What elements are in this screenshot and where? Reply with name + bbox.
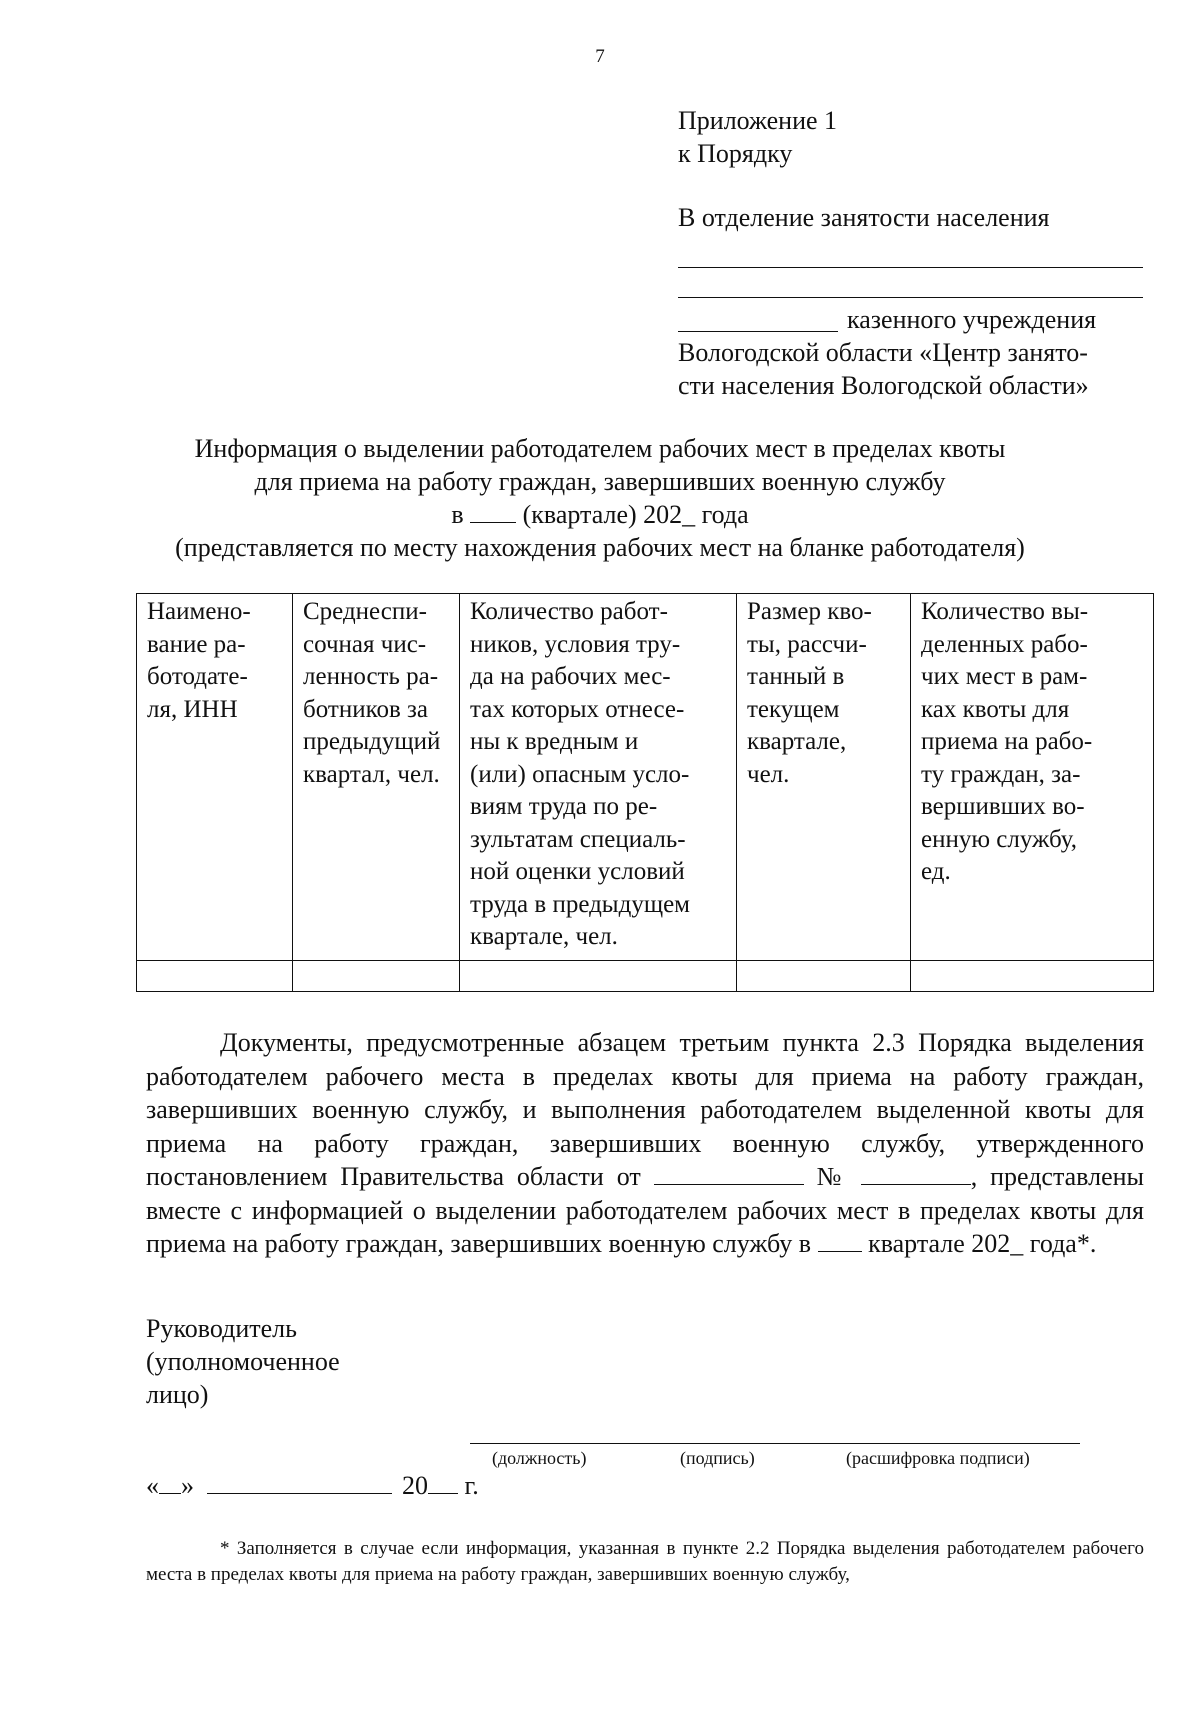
recipient-line-1: В отделение занятости населения [678, 203, 1050, 232]
signatory-line-3: лицо) [146, 1380, 209, 1409]
signatory-line-2: (уполномоченное [146, 1347, 340, 1376]
table-cell [137, 960, 293, 991]
footnote: * Заполняется в случае если информация, указанная в пункте 2.2 Порядка выделения работодателем рабочего места в пределах квоты для приема на работу граждан, завершивших военную службу, [146, 1538, 1144, 1585]
blank-line-1 [678, 267, 1143, 268]
paragraph-part-2: , представлены вместе с информацией о выделении работодателем рабочих мест в пределах квоты для приема на работу граждан, завершивших военную службу в [146, 1162, 1145, 1258]
title-line-3 [0, 498, 1200, 531]
month-blank [207, 1473, 392, 1494]
recipient-line-3: Вологодской области «Центр занято- [678, 338, 1088, 367]
column-header-headcount: Среднеспи- сочная чис- ленность ра- ботников за предыдущий квартал, чел. [293, 594, 460, 961]
table-cell [737, 960, 911, 991]
date-blank [654, 1164, 804, 1185]
table-cell [911, 960, 1154, 991]
day-blank [159, 1473, 181, 1494]
caption-signature: (подпись) [680, 1448, 755, 1468]
column-header-employer: Наимено- вание ра- ботодате- ля, ИНН [137, 594, 293, 961]
number-sign: № [816, 1162, 848, 1191]
year-prefix: 20 [402, 1471, 428, 1500]
title-line-4: (представляется по месту нахождения рабочих мест на бланке работодателя) [175, 533, 1025, 562]
column-header-quota-size: Размер кво- ты, рассчи- танный в текущем квартале, чел. [737, 594, 911, 961]
caption-name: (расшифровка подписи) [846, 1448, 1030, 1468]
column-header-allocated-places: Количество вы- деленных рабо- чих мест в рам- ках квоты для приема на рабо- ту граждан, за- вершивших во- енную службу, ед. [911, 594, 1154, 961]
date-open-quote: « [146, 1471, 159, 1500]
column-header-harmful-conditions: Количество работ- ников, условия тру- да на рабочих мес- тах которых отнесе- ны к вредным и (или) опасным усло- виям труда по ре- зультатам специаль- ной оценки условий труда в предыдущем квартале, чел. [460, 594, 737, 961]
quarter-blank-2 [818, 1231, 862, 1252]
date-line [146, 1469, 666, 1502]
blank-line-3 [678, 331, 838, 332]
paragraph-part-1: Документы, предусмотренные абзацем третьим пункта 2.3 Порядка выделения работодателем рабочего места в пределах квоты для приема на работу граждан, завершивших военную службу, и выполнения работодателем выделенной квоты для приема на работу граждан, завершивших военную службу, утвержденного постановлением Правительства области от [146, 1028, 1144, 1191]
caption-position: (должность) [492, 1448, 587, 1468]
paragraph-part-3: квартале 202_ года*. [868, 1229, 1097, 1258]
title-line-2: для приема на работу граждан, завершивших военную службу [254, 467, 946, 496]
appendix-order-label: к Порядку [678, 139, 793, 168]
table-header-row [137, 594, 1154, 961]
date-close-quote: » [181, 1471, 194, 1500]
year-suffix: г. [464, 1471, 479, 1500]
year-blank [428, 1473, 458, 1494]
title-line-1: Информация о выделении работодателем рабочих мест в пределах квоты [194, 434, 1006, 463]
blank-line-2 [678, 297, 1143, 298]
recipient-line-4: сти населения Вологодской области» [678, 371, 1089, 400]
table-row [137, 960, 1154, 991]
table-cell [293, 960, 460, 991]
appendix-label: Приложение 1 [678, 106, 838, 135]
number-blank [861, 1164, 971, 1185]
signatory-line-1: Руководитель [146, 1314, 297, 1343]
quota-table [136, 593, 1154, 992]
documents-paragraph [146, 1026, 1144, 1261]
title-line-3-suffix: (квартале) 202_ года [522, 500, 749, 529]
page-number: 7 [595, 46, 605, 67]
title-line-3-prefix: в [451, 500, 464, 529]
quarter-blank [470, 498, 516, 523]
table-cell [460, 960, 737, 991]
recipient-line-2: казенного учреждения [847, 305, 1097, 334]
signature-line [470, 1443, 1080, 1444]
